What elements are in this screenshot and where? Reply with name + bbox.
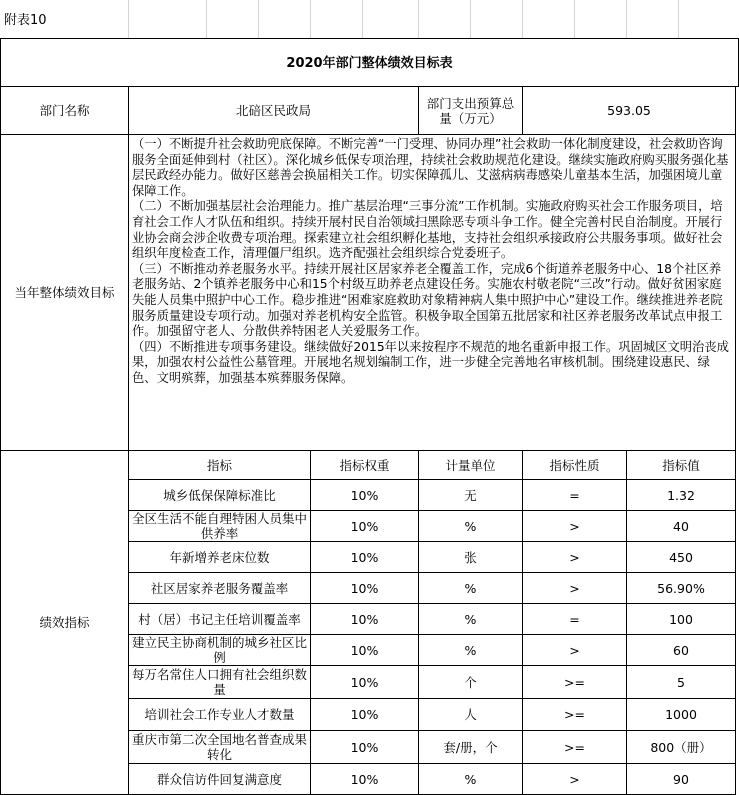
goal-paragraph-2: （二）不断加强基层社会治理能力。推广基层治理“三事分流”工作机制。实施政府购买社会工作服务项目，培育社会工作人才队伍和组织。持续开展村民自治领域扫黑除恶专项斗争工作。健全完善村民自治制度。开展行业协会商会涉企收费专项治理。探索建立社会组织孵化基地，支持社会组织承接政府公共服务事项。做好社会组织年度检查工作，清理僵尸组织。选齐配强社会组织综合党委班子。 (132, 199, 723, 261)
department-name-value (128, 86, 419, 135)
table-row-weight (310, 510, 419, 542)
indicator-unit: % (464, 580, 477, 596)
grid-line (678, 0, 679, 38)
table-row-value (626, 634, 736, 666)
header-nature-text: 指标性质 (549, 457, 600, 473)
table-row-value (626, 479, 736, 511)
header-value-text: 指标值 (662, 457, 700, 473)
indicator-nature: >= (564, 674, 585, 690)
indicator-unit: % (464, 611, 477, 627)
indicator-value: 5 (677, 674, 685, 690)
annual-goals-label (0, 134, 129, 451)
budget-value (522, 86, 736, 135)
grid-line (128, 0, 129, 38)
indicator-name: 培训社会工作专业人才数量 (144, 707, 295, 722)
table-row-value (626, 730, 736, 764)
grid-line (258, 0, 259, 38)
indicator-name: 村（居）书记主任培训覆盖率 (138, 611, 301, 627)
indicator-name: 城乡低保保障标准比 (163, 487, 276, 503)
table-row-unit (418, 603, 523, 635)
table-row-indicator (128, 479, 311, 511)
indicator-value: 40 (673, 518, 689, 534)
table-row-unit (418, 665, 523, 699)
table-row-unit (418, 698, 523, 731)
budget-label (418, 86, 523, 135)
indicator-weight: 10% (350, 518, 379, 534)
table-row-indicator (128, 698, 311, 731)
table-row-indicator (128, 603, 311, 635)
table-row-value (626, 510, 736, 542)
table-row-unit (418, 634, 523, 666)
grid-line (522, 0, 523, 38)
indicator-unit: 无 (464, 487, 477, 503)
department-name-value-text: 北碚区民政局 (235, 103, 311, 118)
table-row-nature (522, 634, 627, 666)
indicator-name: 群众信访件回复满意度 (156, 771, 282, 787)
indicator-unit: 张 (464, 549, 477, 565)
goal-paragraph-3: （三）不断推动养老服务水平。持续开展社区居家养老全覆盖工作，完成6个街道养老服务中心、18个社区养老服务站、2个镇养老服务中心和15个村级互助养老点建设任务。实施农村敬老院“三改”行动。做好贫困家庭失能人员集中照护中心工作。稳步推进“困难家庭救助对象精神病人集中照护中心”建设工作。继续推进养老院服务质量建设专项行动。加强对养老机构安全监管。积极争取全国第五批居家和社区养老服务改革试点申报工作。加强留守老人、分散供养特困老人关爱服务工作。 (132, 261, 723, 339)
goal-paragraph-1: （一）不断提升社会救助兜底保障。不断完善“一门受理、协同办理”社会救助一体化制度建设，社会救助咨询服务全面延伸到村（社区）。深化城乡低保专项治理，持续社会救助规范化建设。继续实施政府购买服务强化基层民政经办能力。做好区慈善会换届相关工作。切实保障孤儿、艾滋病病毒感染儿童基本生活，加强困境儿童保障工作。 (132, 137, 729, 198)
indicator-nature: = (569, 611, 580, 627)
indicator-weight: 10% (350, 611, 379, 627)
indicator-nature: > (569, 580, 580, 596)
table-row-unit (418, 763, 523, 795)
budget-label-text: 部门支出预算总量（万元） (426, 95, 515, 126)
indicator-name: 建立民主协商机制的城乡社区比例 (132, 635, 308, 665)
indicator-value: 800（册） (650, 739, 712, 755)
header-indicator (128, 450, 311, 480)
grid-line (362, 0, 363, 38)
header-unit-text: 计量单位 (445, 457, 496, 473)
header-indicator-text: 指标 (206, 457, 232, 473)
indicator-unit: 个 (464, 674, 477, 690)
indicators-label (0, 450, 129, 795)
indicator-value: 100 (669, 611, 693, 627)
indicator-value: 1.32 (667, 487, 695, 503)
department-name-label (0, 86, 129, 135)
table-row-weight (310, 634, 419, 666)
indicator-weight: 10% (350, 739, 379, 755)
table-row-indicator (128, 634, 311, 666)
header-value (626, 450, 736, 480)
indicator-value: 60 (673, 642, 689, 658)
indicator-value: 1000 (665, 707, 697, 722)
indicator-name: 年新增养老床位数 (169, 549, 270, 565)
indicators-label-text: 绩效指标 (39, 615, 90, 630)
annual-goals-label-text: 当年整体绩效目标 (14, 285, 115, 300)
table-row-indicator (128, 665, 311, 699)
table-row-nature (522, 572, 627, 604)
table-row-weight (310, 603, 419, 635)
indicator-nature: >= (564, 739, 585, 755)
table-row-nature (522, 541, 627, 573)
table-row-indicator (128, 730, 311, 764)
header-weight-text: 指标权重 (339, 457, 390, 473)
table-row-unit (418, 479, 523, 511)
table-row-nature (522, 730, 627, 764)
indicator-nature: > (569, 518, 580, 534)
table-row-weight (310, 730, 419, 764)
indicator-name: 社区居家养老服务覆盖率 (150, 580, 289, 596)
header-nature (522, 450, 627, 480)
table-row-nature (522, 603, 627, 635)
table-row-nature (522, 510, 627, 542)
indicator-name: 全区生活不能自理特困人员集中供养率 (132, 511, 308, 541)
indicator-nature: > (569, 771, 580, 787)
table-row-nature (522, 698, 627, 731)
table-row-value (626, 665, 736, 699)
indicator-nature: > (569, 642, 580, 658)
table-row-unit (418, 541, 523, 573)
indicator-nature: > (569, 549, 580, 565)
table-row-value (626, 541, 736, 573)
indicator-name: 重庆市第二次全国地名普查成果转化 (132, 732, 308, 762)
department-name-label-text: 部门名称 (39, 103, 90, 118)
indicator-weight: 10% (350, 549, 379, 565)
header-weight (310, 450, 419, 480)
table-row-value (626, 572, 736, 604)
indicator-weight: 10% (350, 674, 379, 690)
table-row-weight (310, 665, 419, 699)
indicator-value: 450 (669, 549, 693, 565)
indicator-nature: = (569, 487, 580, 503)
table-row-indicator (128, 510, 311, 542)
table-row-weight (310, 479, 419, 511)
table-row-value (626, 763, 736, 795)
indicator-weight: 10% (350, 642, 379, 658)
budget-value-text: 593.05 (607, 103, 651, 118)
indicator-unit: % (464, 771, 477, 787)
table-row-indicator (128, 572, 311, 604)
indicator-unit: % (464, 518, 477, 534)
table-row-unit (418, 510, 523, 542)
table-row-weight (310, 572, 419, 604)
grid-line (470, 0, 471, 38)
table-row-weight (310, 541, 419, 573)
table-row-indicator (128, 763, 311, 795)
indicator-unit: 套/册，个 (443, 739, 498, 755)
table-row-weight (310, 763, 419, 795)
attachment-label: 附表10 (4, 13, 47, 28)
indicator-weight: 10% (350, 707, 379, 722)
annual-goals-text (128, 134, 736, 450)
indicator-value: 56.90% (657, 580, 705, 596)
grid-line (310, 0, 311, 38)
indicator-unit: 人 (464, 707, 477, 722)
table-row-nature (522, 763, 627, 795)
indicator-nature: >= (564, 707, 585, 722)
indicator-unit: % (464, 642, 477, 658)
grid-line (574, 0, 575, 38)
grid-line (206, 0, 207, 38)
page-title: 2020年部门整体绩效目标表 (286, 56, 453, 71)
grid-line (418, 0, 419, 38)
indicator-weight: 10% (350, 771, 379, 787)
indicator-value: 90 (673, 771, 689, 787)
table-row-nature (522, 665, 627, 699)
table-row-value (626, 698, 736, 731)
table-row-unit (418, 730, 523, 764)
grid-line (626, 0, 627, 38)
table-row-value (626, 603, 736, 635)
indicator-weight: 10% (350, 487, 379, 503)
indicator-weight: 10% (350, 580, 379, 596)
indicator-name: 每万名常住人口拥有社会组织数量 (132, 667, 308, 697)
table-row-indicator (128, 541, 311, 573)
table-row-weight (310, 698, 419, 731)
goal-paragraph-4: （四）不断推进专项事务建设。继续做好2015年以来按程序不规范的地名重新申报工作。巩固城区文明治丧成果，加强农村公益性公墓管理。开展地名规划编制工作，进一步健全完善地名审核机制。围绕建设惠民、绿色、文明殡葬，加强基本殡葬服务保障。 (132, 339, 729, 385)
table-row-unit (418, 572, 523, 604)
header-unit (418, 450, 523, 480)
table-row-nature (522, 479, 627, 511)
